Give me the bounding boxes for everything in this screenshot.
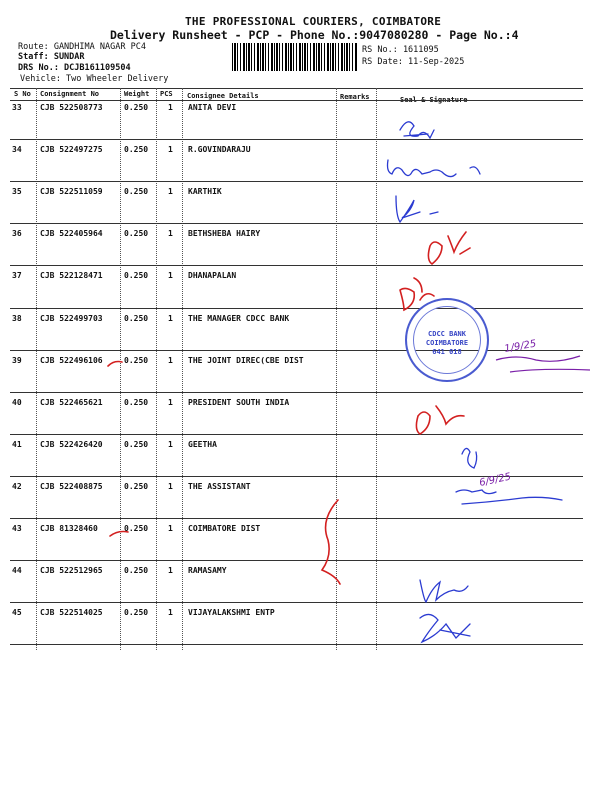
drs-number: DRS No.: DCJB161109504 (18, 63, 131, 73)
row-consignee: COIMBATORE DIST (188, 524, 261, 533)
row-consignment-no: CJB 522426420 (40, 439, 103, 449)
row-consignment-no: CJB 522512965 (40, 566, 103, 576)
route-label: Route: GANDHIMA NAGAR PC4 (18, 42, 146, 52)
row-weight: 0.250 (124, 145, 149, 155)
row-consignee: BETHSHEBA HAIRY (188, 229, 261, 239)
signature-row44 (420, 580, 468, 602)
row-pcs: 1 (168, 481, 173, 491)
row-weight: 0.250 (124, 313, 149, 323)
row-weight: 0.250 (124, 608, 149, 618)
row-consignment-no: CJB 522499703 (40, 313, 103, 323)
row-consignment-no: CJB 522408875 (40, 481, 103, 491)
row-consignment-no: CJB 522128471 (40, 271, 103, 281)
row-weight: 0.250 (124, 271, 149, 281)
signature-row33 (400, 122, 434, 138)
row-pcs: 1 (168, 439, 173, 449)
row-consignee: RAMASAMY (188, 566, 227, 576)
row-consignment-no: CJB 81328460 (40, 524, 98, 533)
row-consignee: THE MANAGER CDCC BANK (188, 313, 290, 323)
signature-row42 (456, 490, 562, 504)
row-consignment-no: CJB 522465621 (40, 397, 103, 407)
row-weight: 0.250 (124, 355, 149, 365)
red-tick-row43 (110, 532, 128, 537)
runsheet-title: Delivery Runsheet - PCP - Phone No.:9047080280 - Page No.:4 (110, 28, 519, 42)
signature-row41 (462, 448, 477, 468)
red-mark-row36 (428, 232, 470, 264)
row-sno: 45 (12, 608, 22, 618)
row-pcs: 1 (168, 397, 173, 407)
col-consignee: Consignee Details (187, 92, 259, 100)
row-consignment-no: CJB 522405964 (40, 229, 103, 239)
stamp-text: CDCC BANK COIMBATORE 641 018 (425, 330, 469, 356)
col-pcs: PCS (160, 90, 173, 98)
row-sno: 33 (12, 103, 22, 112)
row-consignee: PRESIDENT SOUTH INDIA (188, 397, 290, 407)
vehicle-label: Vehicle: Two Wheeler Delivery (20, 74, 169, 84)
purple-scribble-row39 (496, 356, 590, 372)
row-sno: 39 (12, 355, 22, 365)
row-sno: 38 (12, 313, 22, 323)
row-sno: 37 (12, 271, 22, 281)
row-pcs: 1 (168, 608, 173, 618)
row-consignee: VIJAYALAKSHMI ENTP (188, 608, 275, 618)
row-consignee: THE ASSISTANT (188, 481, 251, 491)
row-sno: 40 (12, 397, 22, 407)
handwritten-note-row42: 6/9/25 (478, 471, 513, 489)
rs-number: RS No.: 1611095 (362, 45, 439, 55)
rs-date: RS Date: 11-Sep-2025 (362, 57, 465, 67)
row-consignment-no: CJB 522497275 (40, 145, 103, 155)
row-pcs: 1 (168, 566, 173, 576)
row-weight: 0.250 (124, 229, 149, 239)
col-sno: S No (14, 90, 31, 98)
row-sno: 34 (12, 145, 22, 155)
row-weight: 0.250 (124, 566, 149, 576)
row-sno: 42 (12, 481, 22, 491)
row-pcs: 1 (168, 145, 173, 155)
row-pcs: 1 (168, 524, 173, 533)
row-sno: 41 (12, 439, 22, 449)
red-tick-row39 (108, 362, 122, 367)
row-consignment-no: CJB 522514025 (40, 608, 103, 618)
col-weight: Weight (124, 90, 150, 98)
row-weight: 0.250 (124, 481, 149, 491)
red-mark-row37 (400, 278, 434, 310)
row-consignee: DHANAPALAN (188, 271, 237, 281)
row-sno: 43 (12, 524, 22, 533)
signature-row35 (396, 196, 438, 222)
row-consignee: THE JOINT DIREC(CBE DIST (188, 355, 304, 365)
red-mark-row40 (416, 406, 464, 434)
row-pcs: 1 (168, 187, 173, 197)
handwritten-date-row38: 1/9/25 (503, 338, 538, 355)
row-weight: 0.250 (124, 103, 149, 112)
row-consignee: ANITA DEVI (188, 103, 237, 112)
signature-row45 (420, 614, 470, 642)
row-sno: 36 (12, 229, 22, 239)
row-weight: 0.250 (124, 524, 149, 533)
row-consignment-no: CJB 522508773 (40, 103, 103, 112)
signature-row34 (388, 160, 481, 177)
row-pcs: 1 (168, 271, 173, 281)
col-consignment: Consignment No (40, 90, 100, 98)
row-weight: 0.250 (124, 439, 149, 449)
row-weight: 0.250 (124, 187, 149, 197)
row-sno: 44 (12, 566, 22, 576)
row-pcs: 1 (168, 355, 173, 365)
red-bracket-row43 (322, 500, 340, 584)
row-pcs: 1 (168, 313, 173, 323)
row-weight: 0.250 (124, 397, 149, 407)
col-seal: Seal & Signature (400, 96, 468, 104)
company-title: THE PROFESSIONAL COURIERS, COIMBATORE (185, 15, 442, 28)
staff-label: Staff: SUNDAR (18, 52, 85, 62)
row-consignee: KARTHIK (188, 187, 222, 197)
row-consignee: GEETHA (188, 439, 217, 449)
row-consignment-no: CJB 522511059 (40, 187, 103, 197)
row-consignment-no: CJB 522496106 (40, 355, 103, 365)
row-pcs: 1 (168, 103, 173, 112)
row-consignee: R.GOVINDARAJU (188, 145, 251, 155)
col-remarks: Remarks (340, 93, 370, 101)
row-sno: 35 (12, 187, 22, 197)
row-pcs: 1 (168, 229, 173, 239)
